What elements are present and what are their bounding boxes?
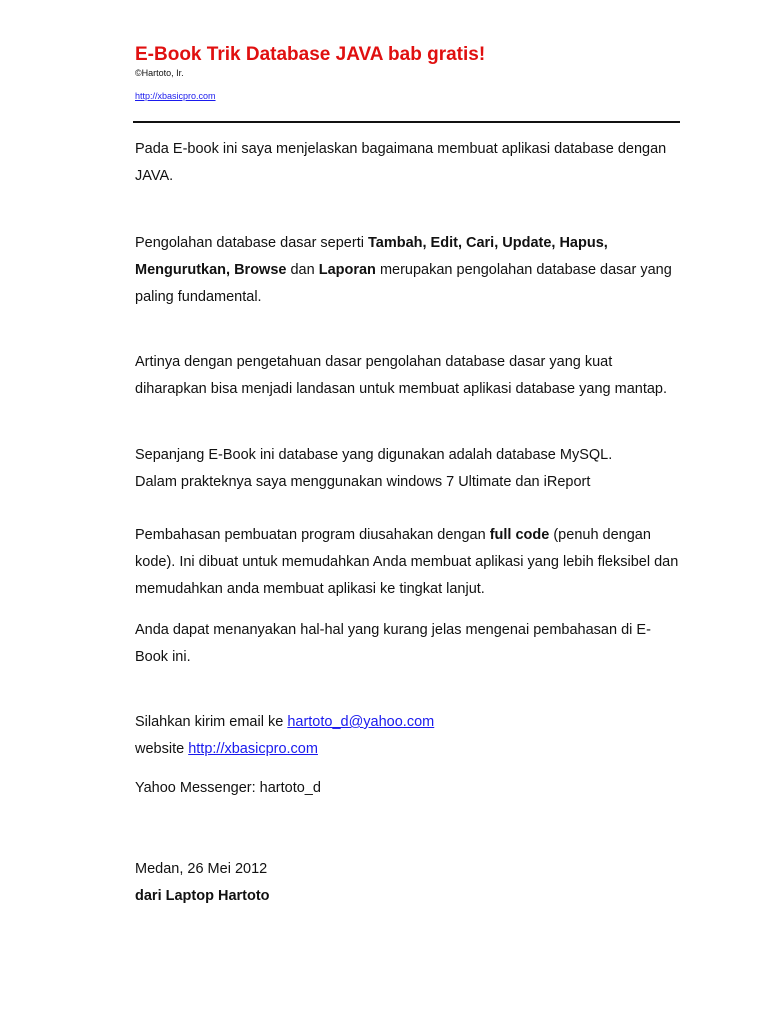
website-line (135, 738, 318, 760)
full-code-text-end: (penuh dengan kode). Ini dibuat untuk memudahkan Anda membuat aplikasi yang lebih fleksibel dan memudahkan anda membuat aplikasi ke tingkat lanjut. (135, 527, 679, 597)
operations-text-end: merupakan pengolahan database dasar yang paling fundamental. (135, 262, 672, 305)
full-code-label: full code (489, 527, 550, 543)
tools-line: Dalam prakteknya saya menggunakan windows 7 Ultimate dan iReport (135, 474, 591, 490)
place-date: Medan, 26 Mei 2012 (135, 861, 268, 877)
website-link[interactable]: http://xbasicpro.com (188, 741, 318, 757)
operations-text-start: Pengolahan database dasar seperti (135, 235, 368, 251)
document-title: E-Book Trik Database JAVA bab gratis! (135, 44, 486, 65)
website-prefix: website (135, 741, 189, 757)
messenger-line: Yahoo Messenger: hartoto_d (135, 780, 321, 796)
header-divider (133, 121, 680, 123)
operations-text-and: dan (286, 262, 319, 278)
email-link[interactable]: hartoto_d@yahoo.com (287, 714, 435, 730)
full-code-paragraph (135, 522, 680, 603)
questions-paragraph: Anda dapat menanyakan hal-hal yang kurang jelas mengenai pembahasan di E-Book ini. (135, 622, 651, 665)
full-code-text-start: Pembahasan pembuatan program diusahakan dengan (135, 527, 490, 543)
intro-paragraph: Pada E-book ini saya menjelaskan bagaimana membuat aplikasi database dengan JAVA. (135, 141, 667, 184)
header-website-link[interactable]: http://xbasicpro.com (135, 91, 216, 101)
report-label: Laporan (318, 262, 376, 278)
operations-paragraph (135, 230, 680, 311)
copyright-notice: ©Hartoto, Ir. (135, 68, 184, 78)
email-prefix: Silahkan kirim email ke (135, 714, 288, 730)
email-line (135, 711, 434, 733)
operations-list: Tambah, Edit, Cari, Update, Hapus, Mengurutkan, Browse (135, 235, 608, 278)
database-line: Sepanjang E-Book ini database yang digunakan adalah database MySQL. (135, 447, 613, 463)
purpose-paragraph: Artinya dengan pengetahuan dasar pengolahan database dasar yang kuat diharapkan bisa menjadi landasan untuk membuat aplikasi database yang mantap. (135, 354, 668, 397)
signature: dari Laptop Hartoto (135, 888, 270, 904)
